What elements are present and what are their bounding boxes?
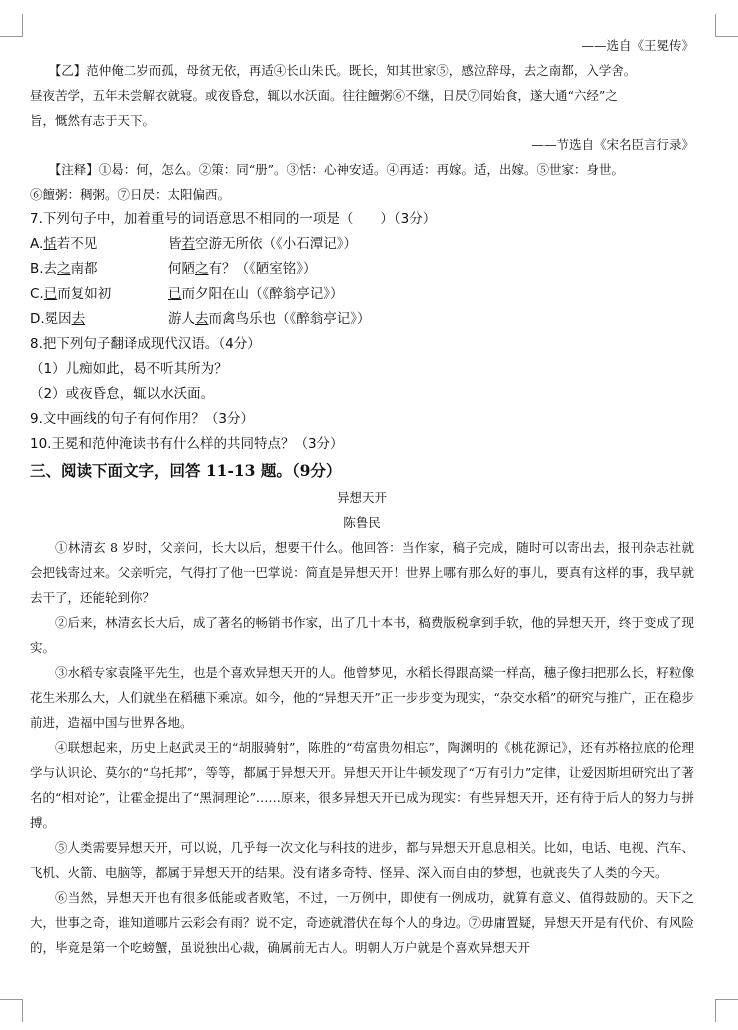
option-b-marked-word: 之	[57, 261, 71, 277]
option-d-compare-rest: 而禽鸟乐也（《醉翁亭记》）	[208, 311, 371, 327]
question-7-stem: 7.下列句子中，加着重号的词语意思不相同的一项是（ ）（3分）	[30, 211, 437, 227]
question-8-sentence-1: （1）儿痴如此，曷不听其所为？	[30, 361, 228, 377]
question-10: 10.王冕和范仲淹读书有什么样的共同特点？（3分）	[30, 436, 344, 452]
section-3-heading: 三、阅读下面文字，回答 11-13 题。（9分）	[30, 461, 342, 480]
option-b-text-rest: 南都	[70, 261, 98, 277]
article-author: 陈鲁民	[343, 515, 381, 530]
option-a-compare-text: 皆	[168, 236, 182, 252]
option-b-text: B.去	[30, 261, 58, 277]
annotation-notes	[30, 157, 694, 207]
option-c-marked-word: 已	[43, 286, 58, 302]
article-paragraph: ⑥当然，异想天开也有很多低能或者败笔，不过，一万例中，即使有一例成功，就算有意义、值得鼓励的。天下之大，世事之奇，谁知道哪片云彩会有雨？说不定，奇迹就潜伏在每个人的身边。⑦毋庸置疑，异想天开是有代价、有风险的，毕竟是第一个吃螃蟹，虽说独出心裁，确属前无古人。明朝人万户就是个喜欢异想天开	[30, 890, 694, 955]
option-b-compare-text: 何陋	[168, 261, 195, 277]
article-paragraph: ①林清玄 8 岁时，父亲问，长大以后，想要干什么。他回答：当作家，稿子完成，随时可以寄出去，报刊杂志社就会把钱寄过来。父亲听完，气得打了他一巴掌说：简直是异想天开！世界上哪有那么好的事儿，要真有这样的事，我早就去干了，还能轮到你？	[30, 540, 694, 605]
passage-b	[30, 58, 694, 133]
article-paragraph: ③水稻专家袁隆平先生，也是个喜欢异想天开的人。他曾梦见，水稻长得跟高粱一样高，穗子像扫把那么长，籽粒像花生米那么大，人们就坐在稻穗下乘凉。如今，他的“异想天开”正一步步变为现实，“杂交水稻”的研究与推广，正在稳步前进，造福中国与世界各地。	[30, 665, 694, 730]
option-a-compare-marked-word: 若	[181, 236, 195, 252]
option-c-text: C.	[30, 286, 44, 302]
crop-mark-bottom-left	[0, 999, 23, 1022]
question-8-stem: 8.把下列句子翻译成现代汉语。（4分）	[30, 336, 261, 352]
article-paragraph: ⑤人类需要异想天开，可以说，几乎每一次文化与科技的进步，都与异想天开息息相关。比如，电话、电视、汽车、飞机、火箭、电脑等，都属于异想天开的结果。没有诸多奇特、怪异、深入而自由的梦想，也就丧失了人类的今天。	[30, 840, 694, 880]
option-a	[30, 232, 694, 257]
article-paragraph: ④联想起来，历史上赵武灵王的“胡服骑射”，陈胜的“苟富贵勿相忘”，陶渊明的《桃花源记》，还有苏格拉底的伦理学与认识论、莫尔的“乌托邦”，等等，都属于异想天开。异想天开让牛顿发现了“万有引力”定律，让爱因斯坦研究出了著名的“相对论”，让霍金提出了“黑洞理论”……原来，很多异想天开已成为现实：有些异想天开，还有待于后人的努力与拼搏。	[30, 740, 694, 830]
source-wang-mian: ——选自《王冕传》	[581, 38, 694, 53]
option-a-text: A.	[30, 236, 44, 252]
option-d-text: D.冕因	[30, 311, 72, 327]
option-c-compare-marked-word: 已	[168, 286, 182, 302]
notes-line-2: ⑥饘粥：稠粥。⑦日昃：太阳偏西。	[30, 187, 231, 202]
option-b-compare-rest: 有？（《陋室铭》）	[208, 261, 317, 277]
source-song-ming-chen: ——节选自《宋名臣言行录》	[531, 137, 694, 152]
option-c-compare-rest: 而夕阳在山（《醉翁亭记》）	[181, 286, 344, 302]
option-d-compare-marked-word: 去	[195, 311, 209, 327]
option-c-text-rest: 而复如初	[57, 286, 112, 302]
crop-mark-top-right	[715, 14, 738, 37]
question-8-sentence-2: （2）或夜昏怠，辄以水沃面。	[30, 386, 215, 402]
option-b-compare-marked-word: 之	[195, 261, 209, 277]
option-c	[30, 282, 694, 307]
crop-mark-top-left	[0, 14, 23, 37]
option-b	[30, 257, 694, 282]
article-title: 异想天开	[336, 490, 387, 505]
option-a-text-rest: 若不见	[56, 236, 98, 252]
question-7-options	[30, 232, 694, 332]
option-a-marked-word: 恬	[43, 236, 57, 252]
exam-page	[30, 34, 694, 960]
question-9: 9.文中画线的句子有何作用？（3分）	[30, 411, 254, 427]
option-a-compare-rest: 空游无所依（《小石潭记》）	[195, 236, 357, 252]
passage-b-line-2: 昼夜苦学，五年未尝解衣就寝。或夜昏怠，辄以水沃面。往往饘粥⑥不继，日昃⑦同始食，遂大通“六经”之	[30, 88, 618, 103]
option-d	[30, 307, 694, 332]
article-paragraph: ②后来，林清玄长大后，成了著名的畅销书作家，出了几十本书，稿费版税拿到手软，他的异想天开，终于变成了现实。	[30, 615, 694, 655]
crop-mark-bottom-right	[715, 999, 738, 1022]
passage-b-line-1: 【乙】范仲俺二岁而孤，母贫无依，再适④长山朱氏。既长，知其世家⑤，感泣辞母，去之南都，入学舍。	[48, 63, 637, 78]
option-d-compare-text: 游人	[168, 311, 195, 327]
notes-line-1: 【注释】①曷：何，怎么。②策：同“册”。③恬：心神安适。④再适：再嫁。适，出嫁。⑤世家：身世。	[48, 162, 625, 177]
option-d-marked-word: 去	[71, 311, 86, 327]
passage-b-line-3: 旨，慨然有志于天下。	[30, 113, 156, 128]
